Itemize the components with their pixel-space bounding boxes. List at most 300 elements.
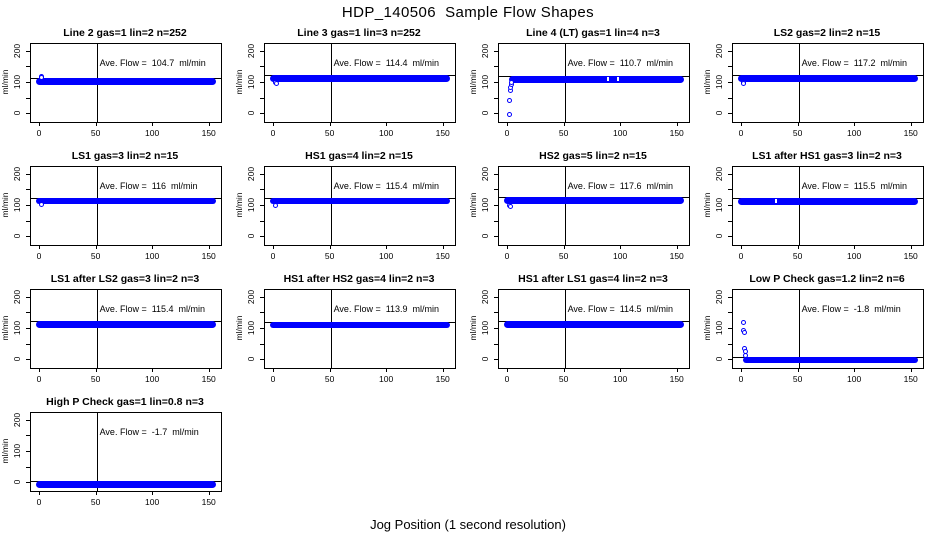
x-axis-tick: [152, 491, 153, 495]
x-axis-tick: [854, 368, 855, 372]
y-axis-tick: [494, 189, 498, 190]
x-tick-label: 150: [201, 497, 216, 507]
vertical-reference-line: [565, 167, 566, 245]
x-tick-label: 0: [36, 374, 42, 384]
y-axis-title: ml/min: [468, 315, 478, 341]
plot-area: [30, 166, 222, 246]
y-tick-label: 0: [246, 356, 256, 362]
y-axis-tick: [728, 82, 732, 83]
panel-9: [0, 267, 234, 390]
y-axis-tick: [26, 359, 30, 360]
x-tick-label: 150: [903, 374, 918, 384]
y-axis-tick: [26, 98, 30, 99]
x-axis-tick: [911, 368, 912, 372]
y-axis-tick: [26, 66, 30, 67]
x-axis-tick: [798, 245, 799, 249]
x-tick-label: 0: [36, 251, 42, 261]
ave-flow-annotation: Ave. Flow = 115.4 ml/min: [333, 181, 440, 191]
y-tick-label: 100: [480, 320, 490, 336]
x-tick-label: 100: [145, 374, 160, 384]
x-tick-label: 100: [379, 128, 394, 138]
x-axis-tick: [741, 245, 742, 249]
y-axis-title: ml/min: [702, 192, 712, 218]
x-axis-tick: [330, 122, 331, 126]
ave-flow-annotation: Ave. Flow = 117.6 ml/min: [567, 181, 674, 191]
x-tick-label: 100: [145, 251, 160, 261]
plot-area: [264, 289, 456, 369]
panel-5: [0, 144, 234, 267]
panel-4: [702, 21, 936, 144]
y-tick-label: 200: [714, 166, 724, 181]
vertical-reference-line: [97, 290, 98, 368]
y-tick-label: 0: [12, 233, 22, 239]
band-gap: [617, 77, 619, 81]
x-axis-tick: [677, 368, 678, 372]
x-axis-tick: [564, 245, 565, 249]
x-axis-tick: [620, 245, 621, 249]
x-axis-tick: [386, 122, 387, 126]
x-axis-tick: [507, 368, 508, 372]
y-axis-tick: [494, 51, 498, 52]
y-axis-title: ml/min: [234, 315, 244, 341]
x-axis-tick: [620, 368, 621, 372]
panel-title: HS1 after HS2 gas=4 lin=2 n=3: [283, 273, 435, 285]
y-axis-title: ml/min: [702, 315, 712, 341]
x-tick-label: 50: [558, 374, 569, 384]
y-axis-tick: [494, 66, 498, 67]
x-axis-tick: [273, 368, 274, 372]
y-tick-label: 0: [12, 479, 22, 485]
y-axis-tick: [260, 344, 264, 345]
panel-11: [468, 267, 702, 390]
x-tick-label: 0: [504, 251, 510, 261]
ave-flow-annotation: Ave. Flow = -1.8 ml/min: [801, 304, 901, 314]
x-axis-tick: [564, 368, 565, 372]
x-tick-label: 0: [738, 251, 744, 261]
x-tick-label: 0: [36, 128, 42, 138]
y-tick-label: 0: [246, 110, 256, 116]
plot-area: [30, 43, 222, 123]
y-axis-tick: [26, 113, 30, 114]
panel-2: [234, 21, 468, 144]
vertical-reference-line: [565, 44, 566, 122]
y-tick-label: 200: [714, 43, 724, 58]
x-axis-tick: [96, 122, 97, 126]
x-tick-label: 50: [90, 251, 101, 261]
x-tick-label: 0: [270, 128, 276, 138]
y-tick-label: 100: [12, 197, 22, 213]
x-axis-label: Jog Position (1 second resolution): [370, 517, 566, 532]
panel-title: Line 3 gas=1 lin=3 n=252: [297, 27, 421, 39]
y-tick-label: 200: [480, 289, 490, 304]
x-axis-tick: [386, 245, 387, 249]
data-band: [36, 321, 216, 328]
plot-area: [498, 289, 690, 369]
y-axis-tick: [494, 312, 498, 313]
x-tick-label: 0: [504, 374, 510, 384]
x-axis-tick: [330, 368, 331, 372]
data-band: [738, 75, 918, 82]
y-tick-label: 100: [12, 443, 22, 459]
panel-7: [468, 144, 702, 267]
ave-flow-annotation: Ave. Flow = 104.7 ml/min: [99, 58, 206, 68]
vertical-reference-line: [799, 167, 800, 245]
vertical-reference-line: [97, 167, 98, 245]
x-tick-label: 0: [270, 251, 276, 261]
plot-area: [732, 166, 924, 246]
data-band: [504, 321, 684, 328]
panel-6: [234, 144, 468, 267]
y-axis-tick: [260, 66, 264, 67]
y-tick-label: 200: [246, 289, 256, 304]
y-tick-label: 200: [12, 289, 22, 304]
y-tick-label: 200: [246, 166, 256, 181]
x-axis-tick: [209, 368, 210, 372]
x-tick-label: 150: [669, 374, 684, 384]
x-tick-label: 50: [90, 497, 101, 507]
y-tick-label: 0: [714, 110, 724, 116]
y-axis-tick: [26, 328, 30, 329]
x-tick-label: 50: [324, 128, 335, 138]
data-band: [270, 75, 450, 82]
y-axis-tick: [260, 205, 264, 206]
y-axis-tick: [26, 221, 30, 222]
data-band: [509, 76, 684, 83]
data-band: [36, 481, 216, 488]
y-axis-tick: [26, 467, 30, 468]
data-point: [741, 320, 746, 325]
y-axis-tick: [26, 451, 30, 452]
y-tick-label: 100: [12, 320, 22, 336]
x-tick-label: 50: [324, 251, 335, 261]
y-axis-tick: [494, 221, 498, 222]
x-tick-label: 0: [738, 128, 744, 138]
plot-area: [732, 289, 924, 369]
y-axis-tick: [494, 236, 498, 237]
data-point: [507, 98, 512, 103]
panel-title: HS1 gas=4 lin=2 n=15: [305, 150, 413, 162]
x-axis-tick: [443, 122, 444, 126]
x-tick-label: 100: [847, 251, 862, 261]
x-axis-tick: [39, 368, 40, 372]
y-axis-title: ml/min: [234, 192, 244, 218]
y-axis-tick: [728, 66, 732, 67]
data-band: [738, 198, 918, 205]
y-axis-tick: [728, 113, 732, 114]
x-tick-label: 50: [558, 128, 569, 138]
y-tick-label: 200: [12, 412, 22, 427]
y-axis-tick: [494, 174, 498, 175]
panel-8: [702, 144, 936, 267]
y-axis-tick: [728, 51, 732, 52]
vertical-reference-line: [331, 290, 332, 368]
y-axis-tick: [494, 359, 498, 360]
vertical-reference-line: [97, 413, 98, 491]
y-axis-tick: [26, 297, 30, 298]
x-axis-tick: [911, 122, 912, 126]
x-axis-tick: [854, 122, 855, 126]
y-axis-tick: [728, 205, 732, 206]
x-axis-tick: [39, 122, 40, 126]
x-tick-label: 100: [145, 497, 160, 507]
x-axis-tick: [273, 122, 274, 126]
y-axis-tick: [260, 189, 264, 190]
y-axis-tick: [728, 344, 732, 345]
x-axis-tick: [564, 122, 565, 126]
x-axis-tick: [152, 245, 153, 249]
x-tick-label: 50: [90, 128, 101, 138]
y-axis-title: ml/min: [0, 192, 10, 218]
y-axis-tick: [494, 328, 498, 329]
x-axis-tick: [507, 245, 508, 249]
x-tick-label: 150: [435, 374, 450, 384]
x-axis-tick: [273, 245, 274, 249]
y-tick-label: 100: [714, 197, 724, 213]
y-axis-tick: [728, 98, 732, 99]
y-axis-tick: [260, 221, 264, 222]
plot-area: [498, 166, 690, 246]
y-tick-label: 0: [714, 356, 724, 362]
y-axis-tick: [494, 205, 498, 206]
x-tick-label: 0: [36, 497, 42, 507]
y-tick-label: 100: [246, 197, 256, 213]
panel-13: [0, 390, 234, 513]
data-point: [273, 203, 278, 208]
x-tick-label: 100: [613, 251, 628, 261]
plot-area: [498, 43, 690, 123]
y-tick-label: 0: [714, 233, 724, 239]
y-axis-tick: [260, 359, 264, 360]
x-tick-label: 100: [847, 374, 862, 384]
x-tick-label: 150: [201, 128, 216, 138]
panel-title: High P Check gas=1 lin=0.8 n=3: [46, 396, 204, 408]
x-axis-tick: [209, 245, 210, 249]
x-tick-label: 0: [738, 374, 744, 384]
x-tick-label: 50: [90, 374, 101, 384]
y-axis-tick: [494, 113, 498, 114]
y-tick-label: 200: [12, 166, 22, 181]
vertical-reference-line: [799, 44, 800, 122]
x-axis-tick: [854, 245, 855, 249]
y-axis-tick: [728, 236, 732, 237]
y-tick-label: 0: [246, 233, 256, 239]
x-axis-tick: [96, 491, 97, 495]
y-tick-label: 200: [480, 166, 490, 181]
plot-area: [732, 43, 924, 123]
y-tick-label: 200: [480, 43, 490, 58]
x-axis-tick: [741, 368, 742, 372]
x-axis-tick: [209, 491, 210, 495]
chart-title: HDP_140506 Sample Flow Shapes: [341, 4, 595, 21]
ave-flow-annotation: Ave. Flow = 115.5 ml/min: [801, 181, 908, 191]
y-axis-tick: [26, 205, 30, 206]
y-axis-tick: [26, 420, 30, 421]
x-axis-tick: [330, 245, 331, 249]
ave-flow-annotation: Ave. Flow = 114.4 ml/min: [333, 58, 440, 68]
panel-title: Low P Check gas=1.2 lin=2 n=6: [749, 273, 905, 285]
ave-flow-annotation: Ave. Flow = 113.9 ml/min: [333, 304, 440, 314]
y-axis-tick: [260, 297, 264, 298]
data-band: [743, 357, 918, 363]
panel-title: LS1 after HS1 gas=3 lin=2 n=3: [752, 150, 902, 162]
x-axis-tick: [152, 122, 153, 126]
x-axis-tick: [620, 122, 621, 126]
x-axis-tick: [911, 245, 912, 249]
y-axis-tick: [494, 98, 498, 99]
y-axis-tick: [26, 51, 30, 52]
data-point: [509, 80, 514, 85]
y-tick-label: 0: [480, 356, 490, 362]
data-band: [270, 198, 450, 205]
y-axis-tick: [260, 113, 264, 114]
ave-flow-annotation: Ave. Flow = 110.7 ml/min: [567, 58, 674, 68]
y-axis-title: ml/min: [702, 69, 712, 95]
y-tick-label: 100: [12, 74, 22, 90]
y-axis-tick: [260, 98, 264, 99]
x-axis-tick: [386, 368, 387, 372]
data-point: [742, 330, 747, 335]
panel-10: [234, 267, 468, 390]
y-axis-tick: [260, 312, 264, 313]
vertical-reference-line: [331, 167, 332, 245]
x-tick-label: 100: [613, 374, 628, 384]
plot-area: [30, 412, 222, 492]
y-tick-label: 200: [246, 43, 256, 58]
x-tick-label: 150: [669, 251, 684, 261]
x-axis-tick: [39, 245, 40, 249]
x-axis-tick: [443, 245, 444, 249]
y-axis-title: ml/min: [468, 69, 478, 95]
x-axis-tick: [96, 368, 97, 372]
ave-flow-annotation: Ave. Flow = 114.5 ml/min: [567, 304, 674, 314]
band-gap: [775, 199, 777, 203]
y-axis-tick: [728, 297, 732, 298]
y-tick-label: 0: [12, 110, 22, 116]
y-axis-title: ml/min: [0, 438, 10, 464]
y-axis-tick: [494, 297, 498, 298]
ave-flow-annotation: Ave. Flow = 117.2 ml/min: [801, 58, 908, 68]
x-tick-label: 50: [558, 251, 569, 261]
x-tick-label: 150: [669, 128, 684, 138]
y-axis-title: ml/min: [0, 69, 10, 95]
data-point: [508, 204, 513, 209]
y-tick-label: 100: [714, 320, 724, 336]
x-tick-label: 50: [792, 128, 803, 138]
x-axis-tick: [798, 368, 799, 372]
y-axis-tick: [494, 344, 498, 345]
x-tick-label: 0: [270, 374, 276, 384]
x-tick-label: 150: [201, 374, 216, 384]
data-band: [36, 198, 216, 205]
vertical-reference-line: [799, 290, 800, 368]
panel-title: Line 4 (LT) gas=1 lin=4 n=3: [526, 27, 660, 39]
x-tick-label: 0: [504, 128, 510, 138]
data-band: [270, 322, 450, 329]
panel-title: LS2 gas=2 lin=2 n=15: [773, 27, 881, 39]
data-point: [741, 81, 746, 86]
x-axis-tick: [39, 491, 40, 495]
y-axis-tick: [260, 51, 264, 52]
y-tick-label: 200: [12, 43, 22, 58]
x-tick-label: 150: [435, 251, 450, 261]
x-axis-tick: [798, 122, 799, 126]
data-point: [274, 81, 279, 86]
y-axis-tick: [728, 328, 732, 329]
plot-area: [264, 43, 456, 123]
x-axis-tick: [96, 245, 97, 249]
data-point: [39, 202, 44, 207]
y-tick-label: 100: [480, 197, 490, 213]
y-tick-label: 200: [714, 289, 724, 304]
ave-flow-annotation: Ave. Flow = 115.4 ml/min: [99, 304, 206, 314]
panel-12: [702, 267, 936, 390]
y-axis-tick: [494, 82, 498, 83]
y-axis-title: ml/min: [234, 69, 244, 95]
y-axis-tick: [26, 344, 30, 345]
x-tick-label: 50: [324, 374, 335, 384]
y-axis-tick: [26, 174, 30, 175]
y-axis-tick: [26, 435, 30, 436]
y-axis-tick: [26, 82, 30, 83]
y-tick-label: 100: [480, 74, 490, 90]
y-tick-label: 0: [12, 356, 22, 362]
y-tick-label: 0: [480, 233, 490, 239]
x-tick-label: 50: [792, 251, 803, 261]
y-tick-label: 100: [714, 74, 724, 90]
panel-title: HS2 gas=5 lin=2 n=15: [539, 150, 647, 162]
vertical-reference-line: [565, 290, 566, 368]
x-axis-tick: [507, 122, 508, 126]
y-axis-tick: [728, 312, 732, 313]
x-axis-tick: [209, 122, 210, 126]
y-axis-tick: [728, 189, 732, 190]
panel-3: [468, 21, 702, 144]
x-tick-label: 150: [903, 128, 918, 138]
x-axis-tick: [443, 368, 444, 372]
y-axis-tick: [260, 174, 264, 175]
panel-title: LS1 after LS2 gas=3 lin=2 n=3: [50, 273, 200, 285]
plot-area: [264, 166, 456, 246]
x-tick-label: 100: [145, 128, 160, 138]
x-tick-label: 100: [613, 128, 628, 138]
panel-title: HS1 after LS1 gas=4 lin=2 n=3: [518, 273, 668, 285]
ave-flow-annotation: Ave. Flow = 116 ml/min: [99, 181, 198, 191]
plot-area: [30, 289, 222, 369]
x-axis-tick: [677, 122, 678, 126]
x-tick-label: 100: [379, 374, 394, 384]
panel-title: LS1 gas=3 lin=2 n=15: [71, 150, 179, 162]
x-tick-label: 100: [379, 251, 394, 261]
y-axis-tick: [260, 82, 264, 83]
panel-1: [0, 21, 234, 144]
y-axis-title: ml/min: [0, 315, 10, 341]
x-tick-label: 150: [435, 128, 450, 138]
x-tick-label: 150: [903, 251, 918, 261]
band-gap: [607, 77, 609, 81]
x-axis-tick: [677, 245, 678, 249]
data-point: [507, 112, 512, 117]
y-tick-label: 100: [246, 320, 256, 336]
y-tick-label: 0: [480, 110, 490, 116]
y-axis-title: ml/min: [468, 192, 478, 218]
data-band: [504, 197, 684, 204]
y-axis-tick: [728, 221, 732, 222]
x-tick-label: 100: [847, 128, 862, 138]
y-axis-tick: [260, 328, 264, 329]
x-tick-label: 150: [201, 251, 216, 261]
x-axis-tick: [741, 122, 742, 126]
x-tick-label: 50: [792, 374, 803, 384]
